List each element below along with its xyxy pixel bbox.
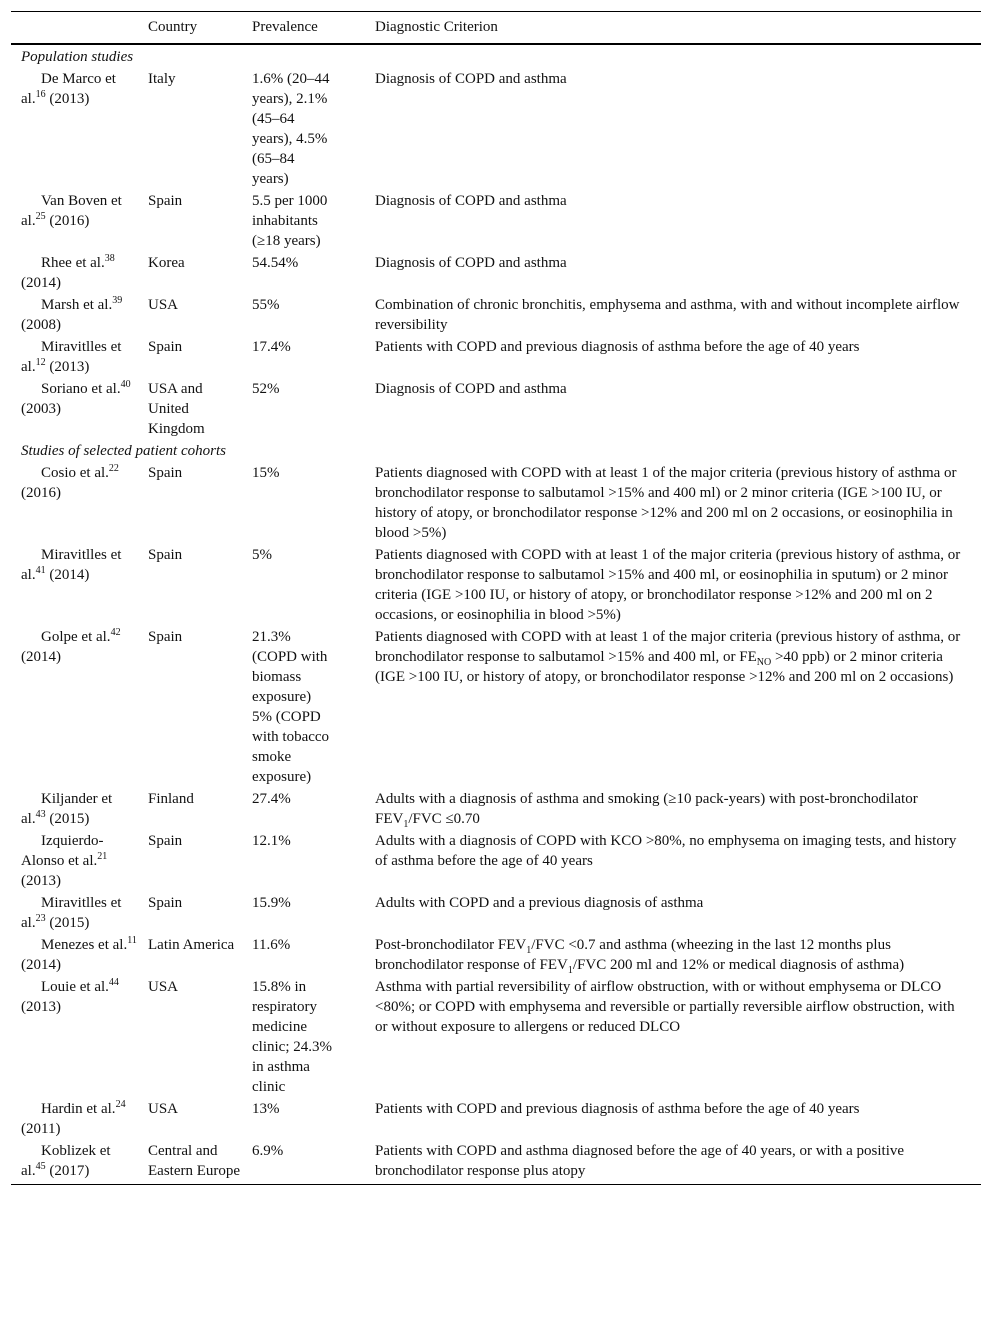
study-cell: Marsh et al.$^{39}$ (2008) xyxy=(21,295,123,333)
country-cell: USA xyxy=(148,1101,179,1117)
study-cell: Miravitlles et al.$^{12}$ (2013) xyxy=(21,339,122,375)
country-cell: USA xyxy=(148,979,179,995)
country-cell: Korea xyxy=(148,255,185,271)
study-cell: De Marco et al.$^{16}$ (2013) xyxy=(21,71,116,107)
table-row xyxy=(11,625,981,787)
criterion-cell: Adults with a diagnosis of COPD with KCO >80%, no emphysema on imaging tests, and history of asthma before the age of 40 years xyxy=(375,833,957,869)
country-cell: Spain xyxy=(148,339,183,355)
header-country: Country xyxy=(148,19,198,35)
table-row xyxy=(11,461,981,543)
bottom-rule xyxy=(11,1184,981,1185)
criterion-cell: Diagnosis of COPD and asthma xyxy=(375,193,567,209)
table-row xyxy=(11,67,981,189)
country-cell: Latin America xyxy=(148,937,235,953)
header-study xyxy=(11,17,138,37)
table-row xyxy=(11,1139,981,1181)
study-cell: Soriano et al.$^{40}$ (2003) xyxy=(21,379,131,417)
country-cell: USA and United Kingdom xyxy=(148,381,205,437)
prevalence-cell: 54.54% xyxy=(252,255,299,271)
country-cell: Spain xyxy=(148,547,183,563)
table-row xyxy=(11,377,981,439)
study-cell: Rhee et al.$^{38}$ (2014) xyxy=(21,253,115,291)
prevalence-cell: 52% xyxy=(252,381,280,397)
prevalence-cell: 12.1% xyxy=(252,833,291,849)
country-cell: Spain xyxy=(148,895,183,911)
prevalence-cell: 5.5 per 1000 inhabitants (≥18 years) xyxy=(252,193,328,249)
criterion-cell: Diagnosis of COPD and asthma xyxy=(375,255,567,271)
criterion-cell: Patients with COPD and previous diagnosis of asthma before the age of 40 years xyxy=(375,339,860,355)
criterion-cell: Post-bronchodilator $FEV_1$/FVC <0.7 and asthma (wheezing in the last 12 months plus bronchodilator response of $FEV_1$/FVC 200 ml and 12% or medical diagnosis of asthma) xyxy=(375,937,905,976)
study-cell: Miravitlles et al.$^{23}$ (2015) xyxy=(21,895,122,931)
prevalence-cell: 15.9% xyxy=(252,895,291,911)
country-cell: Central and Eastern Europe xyxy=(148,1143,241,1179)
criterion-cell: Diagnosis of COPD and asthma xyxy=(375,381,567,397)
prevalence-cell: 1.6% (20–44 years), 2.1% (45–64 years), 4.5% (65–84 years) xyxy=(252,71,330,187)
table-row xyxy=(11,251,981,293)
study-cell: Kiljander et al.$^{43}$ (2015) xyxy=(21,791,113,827)
study-cell: Koblizek et al.$^{45}$ (2017) xyxy=(21,1143,111,1179)
table-row xyxy=(11,787,981,829)
prevalence-cell: 17.4% xyxy=(252,339,291,355)
prevalence-cell: 21.3% (COPD with biomass exposure) 5% (COPD with tobacco smoke exposure) xyxy=(252,629,330,785)
country-cell: Spain xyxy=(148,465,183,481)
criterion-cell: Patients with COPD and previous diagnosis of asthma before the age of 40 years xyxy=(375,1101,860,1117)
criterion-cell: Patients diagnosed with COPD with at least 1 of the major criteria (previous history of asthma, or bronchodilator response to salbutamol >15% and 400 ml, or $FE_{NO} >40$ ppb) or 2 minor criteria (IGE >100 IU, or history of atopy, or bronchodilator response >12% and 200 ml on 2 occasions) xyxy=(375,629,961,685)
table-row xyxy=(11,891,981,933)
table-row xyxy=(11,829,981,891)
study-cell: Cosio et al.$^{22}$ (2016) xyxy=(21,463,119,501)
table-row xyxy=(11,543,981,625)
prevalence-cell: 5% xyxy=(252,547,272,563)
study-cell: Menezes et al.$^{11}$ (2014) xyxy=(21,935,137,973)
country-cell: Spain xyxy=(148,833,183,849)
study-cell: Golpe et al.$^{42}$ (2014) xyxy=(21,627,121,665)
table-row xyxy=(11,293,981,335)
study-cell: Van Boven et al.$^{25}$ (2016) xyxy=(21,193,122,229)
prevalence-cell: 27.4% xyxy=(252,791,291,807)
criterion-cell: Patients with COPD and asthma diagnosed before the age of 40 years, or with a positive bronchodilator response plus atopy xyxy=(375,1143,905,1179)
header-prevalence: Prevalence xyxy=(252,19,318,35)
criterion-cell: Diagnosis of COPD and asthma xyxy=(375,71,567,87)
section-selected-cohorts: Studies of selected patient cohorts xyxy=(21,443,226,459)
table-row xyxy=(11,189,981,251)
prevalence-cell: 13% xyxy=(252,1101,280,1117)
criterion-cell: Patients diagnosed with COPD with at least 1 of the major criteria (previous history of asthma or bronchodilator response to salbutamol >15% and 400 ml) or 2 minor criteria (IGE >100 IU, or history of atopy, or bronchodilator response >12% and 200 ml on 2 occasions, or eosinophilia in blood >5%) xyxy=(375,465,957,541)
table-row xyxy=(11,335,981,377)
prevalence-cell: 15% xyxy=(252,465,280,481)
prevalence-cell: 15.8% in respiratory medicine clinic; 24.3% in asthma clinic xyxy=(252,979,332,1095)
country-cell: USA xyxy=(148,297,179,313)
study-cell: Izquierdo-Alonso et al.$^{21}$ (2013) xyxy=(21,833,108,889)
table-row xyxy=(11,975,981,1097)
criterion-cell: Adults with COPD and a previous diagnosis of asthma xyxy=(375,895,704,911)
study-cell: Miravitlles et al.$^{41}$ (2014) xyxy=(21,547,122,583)
header-rule xyxy=(11,43,981,45)
prevalence-cell: 11.6% xyxy=(252,937,291,953)
table-row xyxy=(11,1097,981,1139)
criterion-cell: Combination of chronic bronchitis, emphysema and asthma, with and without incomplete airflow reversibility xyxy=(375,297,960,333)
country-cell: Finland xyxy=(148,791,194,807)
prevalence-cell: 55% xyxy=(252,297,280,313)
country-cell: Spain xyxy=(148,629,183,645)
criterion-cell: Asthma with partial reversibility of airflow obstruction, with or without emphysema or DLCO <80%; or COPD with emphysema and reversible or partially reversible airflow obstruction, with or without exposure to allergens or reduced DLCO xyxy=(375,979,955,1035)
table-row xyxy=(11,933,981,975)
study-cell: Louie et al.$^{44}$ (2013) xyxy=(21,977,119,1015)
section-population-studies: Population studies xyxy=(21,49,134,65)
criterion-cell: Patients diagnosed with COPD with at least 1 of the major criteria (previous history of asthma, or bronchodilator response to salbutamol >15% and 400 ml, or eosinophilia in sputum) or 2 minor criteria (IGE >100 IU, or history of atopy, or bronchodilator response >12% and 200 ml on 2 occasions, or eosinophilia in blood >5%) xyxy=(375,547,961,623)
header-criterion: Diagnostic Criterion xyxy=(375,19,498,35)
prevalence-cell: 6.9% xyxy=(252,1143,284,1159)
criterion-cell: Adults with a diagnosis of asthma and smoking (≥10 pack-years) with post-bronchodilator $FEV_1$/FVC ≤0.70 xyxy=(375,791,918,830)
country-cell: Italy xyxy=(148,71,176,87)
country-cell: Spain xyxy=(148,193,183,209)
prevalence-table xyxy=(11,11,981,1185)
study-cell: Hardin et al.$^{24}$ (2011) xyxy=(21,1099,126,1137)
table-header-row xyxy=(11,12,981,43)
